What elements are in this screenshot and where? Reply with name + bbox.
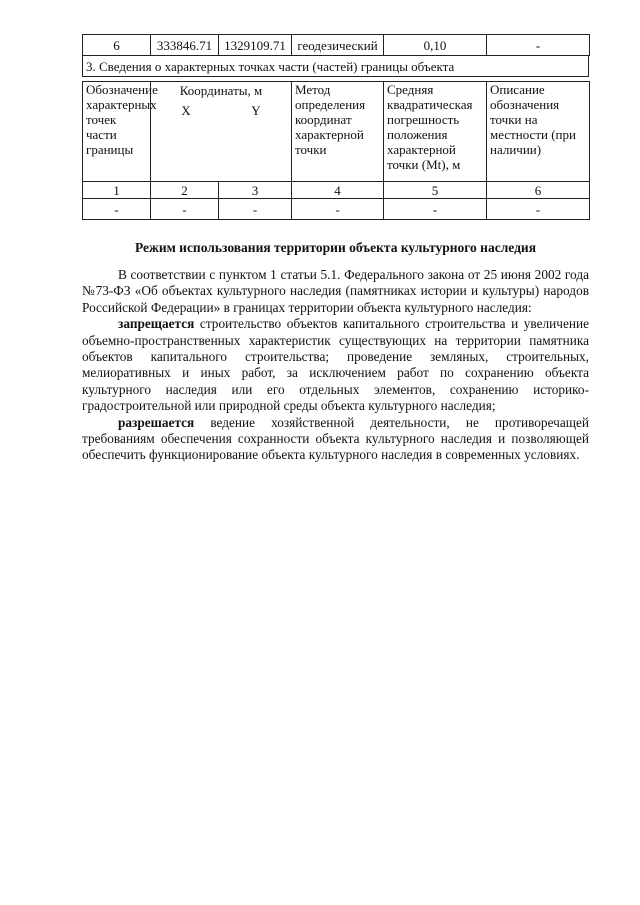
empty-cell: - [292, 199, 384, 220]
header-designation: Обозначение характерных точек части границы [83, 82, 151, 182]
column-number: 3 [219, 182, 292, 199]
forbidden-paragraph [82, 316, 589, 414]
section-heading: Режим использования территории объекта культурного наследия [134, 240, 537, 255]
characteristic-points-table [82, 81, 590, 220]
header-coordinates [151, 82, 292, 182]
previous-table-row [82, 34, 590, 56]
table-row [83, 35, 590, 56]
header-coordinates-title: Координаты, м [179, 83, 263, 98]
body-text [82, 267, 589, 464]
forbidden-keyword: запрещается [118, 316, 195, 332]
header-error: Средняя квадратическая погрешность положения характерной точки (Mt), м [384, 82, 487, 182]
column-number: 4 [292, 182, 384, 199]
intro-paragraph: В соответствии с пунктом 1 статьи 5.1. Федерального закона от 25 июня 2002 года №73-ФЗ «Об объектах культурного наследия (памятниках истории и культуры) народов Российской Федерации» в границах территории объекта культурного наследия: [82, 267, 589, 315]
section-title: 3. Сведения о характерных точках части (частей) границы объекта [83, 56, 589, 77]
empty-cell: - [487, 199, 590, 220]
allowed-paragraph [82, 415, 589, 464]
column-number: 2 [151, 182, 219, 199]
table-header-row [83, 82, 590, 182]
cell-point-number: 6 [83, 35, 151, 56]
cell-method: геодезический [292, 35, 384, 56]
column-number: 5 [384, 182, 487, 199]
column-number: 1 [83, 182, 151, 199]
header-description: Описание обозначения точки на местности (при наличии) [487, 82, 590, 182]
header-x: X [181, 103, 191, 118]
cell-description: - [487, 35, 590, 56]
forbidden-text: строительство объектов капитального строительства и увеличение объемно-пространственных характеристик существующих на территории памятника объектов капитального строительства; проведение земляных, строительных, мелиоративных и иных работ, за исключением работ по сохранению объекта культурного наследия или его отдельных элементов, сохранению историко-градостроительной или природной среды объекта культурного наследия; [82, 316, 589, 414]
cell-x: 333846.71 [151, 35, 219, 56]
header-method: Метод определения координат характерной точки [292, 82, 384, 182]
allowed-keyword: разрешается [118, 414, 195, 430]
header-y: Y [251, 103, 261, 118]
allowed-text: ведение хозяйственной деятельности, не противоречащей требованиям обеспечения сохранности объекта культурного наследия и позволяющей обеспечить функционирование объекта культурного наследия в современных условиях. [82, 414, 589, 463]
column-number: 6 [487, 182, 590, 199]
section-title-table [82, 55, 589, 77]
empty-cell: - [384, 199, 487, 220]
column-numbers-row [83, 182, 590, 199]
cell-error: 0,10 [384, 35, 487, 56]
empty-cell: - [219, 199, 292, 220]
empty-cell: - [151, 199, 219, 220]
table-row [83, 199, 590, 220]
empty-cell: - [83, 199, 151, 220]
cell-y: 1329109.71 [219, 35, 292, 56]
